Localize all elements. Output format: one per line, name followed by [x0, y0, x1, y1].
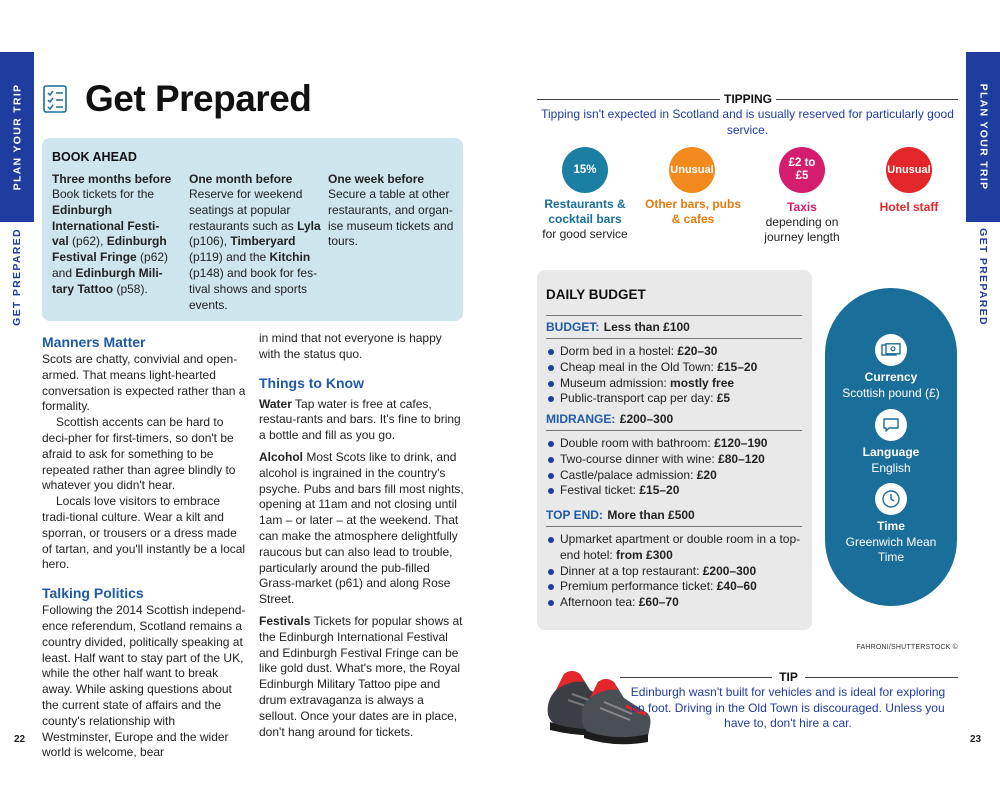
budget-list: [546, 344, 802, 407]
tip-badge-bars: Unusual: [669, 147, 715, 193]
tip-badge-taxis: £2 to £5: [779, 147, 825, 193]
budget-tier-budget: BUDGET: Less than £100 Dorm bed in a hostel: £20–30 Cheap meal in the Old Town: £15–20 Museum admission: mostly free Public-transport cap per day: £5: [546, 315, 802, 407]
speech-bubble-icon: [875, 409, 907, 441]
book-line: Edinburgh: [52, 202, 112, 217]
tipping-intro: Tipping isn't expected in Scotland and is usually reserved for particularly good service.: [541, 107, 954, 137]
tip-badge-restaurants: 15%: [562, 147, 608, 193]
budget-item: Dorm bed in a hostel: £20–30: [546, 344, 802, 360]
things-item-alcohol: Alcohol Most Scots like to drink, and alcohol is ingrained in the country's psyche. Pubs and bars fill most nights, opening at 11am and not closing until 1am – or later – at the weekend. That can make the atmosphere delightfully raucous but can also lead to trouble, particularly around the pub-filled Grass-market (p61) and along Rose Street.: [259, 449, 464, 607]
info-language-value: English: [871, 461, 911, 475]
budget-item: Upmarket apartment or double room in a top-end hotel: from £300: [546, 532, 802, 564]
book-line: International Festi-: [52, 218, 160, 233]
middle-text-column: [259, 331, 464, 740]
info-time-value: Greenwich Mean Time: [845, 535, 937, 564]
budget-item: Two-course dinner with wine: £80–120: [546, 452, 802, 468]
budget-list: [546, 436, 802, 499]
right-side-tab-lower: [966, 222, 1000, 332]
info-currency-title: Currency: [864, 370, 918, 384]
book-line: Festival Fringe (p62): [52, 250, 169, 265]
checklist-icon: [42, 84, 70, 114]
tip-item-hotel: Hotel staff: [879, 200, 939, 214]
left-side-tab-lower: [0, 222, 34, 332]
tip-text: Edinburgh wasn't built for vehicles and is ideal for exploring on foot. Driving in the Old Town is discouraged. Unless you have to, don't hire a car.: [630, 685, 946, 731]
budget-tier-topend: TOP END: More than £500 Upmarket apartment or double room in a top-end hotel: from £300 Dinner at a top restaurant: £200–300 Premium performance ticket: £40–60 Afternoon tea: £60–70: [546, 504, 802, 611]
manners-para-3: Locals love visitors to embrace tradi-tional culture. Wear a kilt and sporran, or trousers or a dress made of tartan, and you'll instantly be a local hero.: [42, 494, 246, 572]
book-line: tival shows and sports: [189, 281, 308, 296]
book-ahead-heading: BOOK AHEAD: [52, 150, 137, 164]
book-col-text: [52, 187, 182, 298]
budget-tier-midrange: MIDRANGE: £200–300 Double room with bathroom: £120–190 Two-course dinner with wine: £80–120 Castle/palace admission: £20 Festival ticket: £15–20: [546, 408, 802, 499]
page-number-left: 22: [14, 734, 26, 745]
book-line: seatings at popular: [189, 202, 291, 217]
book-col-3: [328, 171, 460, 250]
book-line: restaurants such as Lyla: [189, 218, 321, 233]
daily-budget-box: [537, 270, 812, 630]
budget-item: Afternoon tea: £60–70: [546, 595, 802, 611]
tip-heading: TIP: [779, 670, 798, 684]
budget-heading: DAILY BUDGET: [546, 287, 646, 302]
politics-para: Following the 2014 Scottish independ-ence referendum, Scotland remains a country divided, politically speaking at least. Half want to stay part of the UK, while the other half want to break away. While asking questions about the current state of affairs and the county's relationship with Westminster, Europe and the wider world is welcome, bear: [42, 603, 246, 760]
budget-item: Dinner at a top restaurant: £200–300: [546, 564, 802, 580]
tip-badge-hotel: Unusual: [886, 147, 932, 193]
budget-item: Cheap meal in the Old Town: £15–20: [546, 360, 802, 376]
book-line: tours.: [328, 234, 359, 249]
book-col-text: [189, 187, 324, 313]
politics-heading: Talking Politics: [42, 585, 144, 602]
budget-item: Double room with bathroom: £120–190: [546, 436, 802, 452]
info-language-title: Language: [862, 445, 920, 459]
photo-credit: FAHRONI/SHUTTERSTOCK ©: [856, 644, 958, 651]
essentials-pill: [825, 288, 957, 606]
book-col-title: One month before: [189, 172, 293, 186]
book-col-title: One week before: [328, 172, 425, 186]
book-line: restaurants, and organ-: [328, 202, 453, 217]
book-line: (p148) and book for fes-: [189, 265, 318, 280]
budget-item: Museum admission: mostly free: [546, 376, 802, 392]
things-item-festivals: Festivals Tickets for popular shows at the Edinburgh International Festival and Edinburgh Festival Fringe can be like gold dust. What's more, the Royal Edinburgh Military Tattoo pipe and drum extravaganza is always a sellout. Once your dates are in place, don't hang around for tickets.: [259, 613, 463, 739]
manners-heading: Manners Matter: [42, 334, 146, 350]
book-line: (p106), Timberyard: [189, 234, 296, 249]
left-tab-bottom-label: GET PREPARED: [11, 228, 24, 326]
tipping-rule-left: [537, 99, 720, 100]
tip-rule-right: [805, 677, 958, 678]
book-line: ise museum tickets and: [328, 218, 454, 233]
budget-item: Premium performance ticket: £40–60: [546, 579, 802, 595]
book-line: Reserve for weekend: [189, 187, 303, 201]
tip-rule-left: [620, 677, 772, 678]
right-side-tab: [966, 52, 1000, 222]
tipping-heading: TIPPING: [723, 92, 772, 106]
book-line: (p119) and the Kitchin: [189, 250, 311, 265]
budget-item: Castle/palace admission: £20: [546, 468, 802, 484]
manners-para-1: Scots are chatty, convivial and open-armed. That means light-hearted conversation is expected rather than a formality.: [42, 352, 246, 414]
budget-item: Public-transport cap per day: £5: [546, 391, 802, 407]
tip-item-restaurants: Restaurants & cocktail bars for good service: [542, 197, 628, 241]
politics-continued: in mind that not everyone is happy with the status quo.: [259, 331, 442, 361]
manners-para-2: Scottish accents can be hard to deci-pher for first-timers, so don't be afraid to ask for something to be repeated rather than agree blindly to whatever you didn't hear.: [42, 415, 236, 493]
book-col-1: [52, 171, 182, 298]
book-line: Book tickets for the: [52, 187, 155, 201]
left-text-column: [42, 334, 247, 761]
book-line: and Edinburgh Mili-: [52, 265, 163, 280]
tipping-rule-right: [776, 99, 958, 100]
tip-item-taxis: Taxis depending on journey length: [764, 200, 840, 244]
budget-item: Festival ticket: £15–20: [546, 483, 802, 499]
book-col-title: Three months before: [52, 172, 172, 186]
tip-item-bars: Other bars, pubs & cafes: [644, 197, 742, 226]
book-line: val (p62), Edinburgh: [52, 234, 167, 249]
things-item-water: Water Tap water is free at cafes, restau-rants and bars. It's fine to bring a bottle and fill as you go.: [259, 396, 461, 443]
left-side-tab: [0, 52, 34, 222]
right-tab-bottom-label: GET PREPARED: [977, 228, 990, 326]
info-time-title: Time: [877, 519, 905, 533]
book-col-2: [189, 171, 324, 313]
book-line: events.: [189, 297, 228, 312]
left-tab-top-label: PLAN YOUR TRIP: [11, 83, 23, 191]
clock-icon: [875, 483, 907, 515]
info-currency-value: Scottish pound (£): [842, 386, 940, 400]
page-title: Get Prepared: [85, 78, 312, 119]
book-ahead-box: [42, 138, 463, 321]
budget-list: [546, 532, 802, 611]
banknote-icon: [875, 334, 907, 366]
page-number-right: 23: [970, 734, 982, 745]
things-heading: Things to Know: [259, 374, 364, 391]
right-tab-top-label: PLAN YOUR TRIP: [977, 83, 989, 191]
book-line: tary Tattoo (p58).: [52, 281, 148, 296]
book-col-text: [328, 187, 460, 250]
book-line: Secure a table at other: [328, 187, 450, 201]
